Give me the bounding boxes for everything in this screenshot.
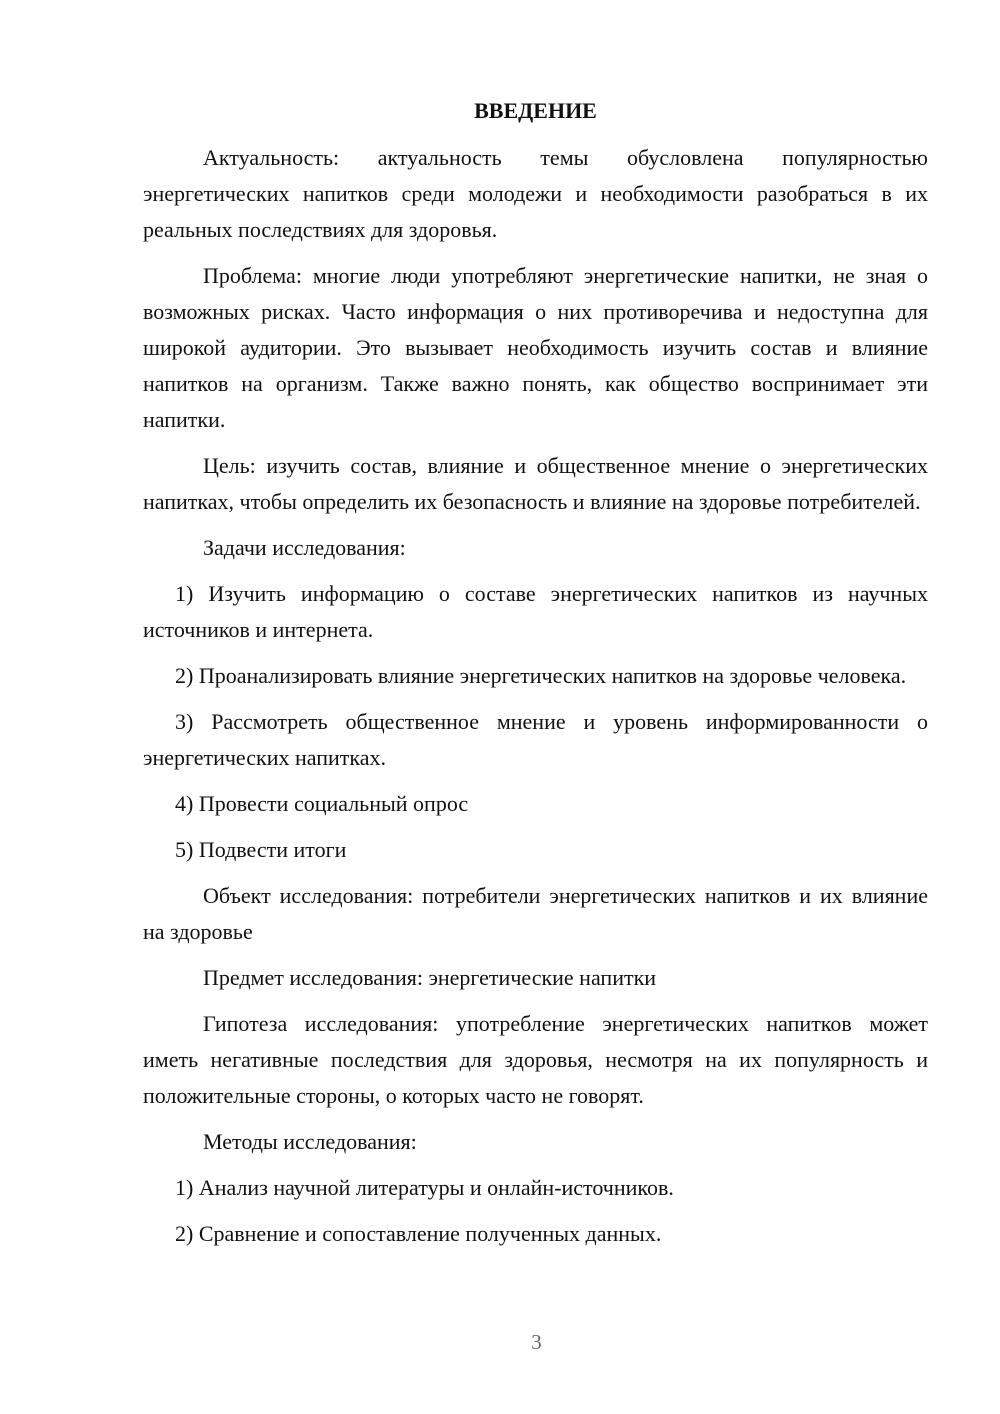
section-title: ВВЕДЕНИЕ — [474, 98, 597, 123]
task-item-3: 3) Рассмотреть общественное мнение и уровень информированности о энергетических напитках. — [143, 709, 928, 770]
hypothesis-paragraph: Гипотеза исследования: употребление энергетических напитков может иметь негативные последствия для здоровья, несмотря на их популярность и положительные стороны, о которых часто не говорят. — [143, 1011, 928, 1108]
research-object-paragraph: Объект исследования: потребители энергетических напитков и их влияние на здоровье — [143, 883, 928, 944]
tasks-heading: Задачи исследования: — [203, 535, 406, 560]
relevance-paragraph: Актуальность: актуальность темы обусловлена популярностью энергетических напитков среди молодежи и необходимости разобраться в их реальных последствиях для здоровья. — [143, 145, 928, 242]
goal-paragraph: Цель: изучить состав, влияние и общественное мнение о энергетических напитках, чтобы определить их безопасность и влияние на здоровье потребителей. — [143, 453, 928, 514]
task-item-2: 2) Проанализировать влияние энергетических напитков на здоровье человека. — [175, 663, 907, 688]
method-item-1: 1) Анализ научной литературы и онлайн-источников. — [175, 1175, 674, 1200]
method-item-2: 2) Сравнение и сопоставление полученных данных. — [175, 1221, 662, 1246]
document-page — [143, 96, 928, 1262]
task-item-5: 5) Подвести итоги — [175, 837, 347, 862]
task-item-1: 1) Изучить информацию о составе энергетических напитков из научных источников и интернета. — [143, 581, 928, 642]
research-subject-paragraph: Предмет исследования: энергетические напитки — [203, 965, 657, 990]
methods-heading: Методы исследования: — [203, 1129, 417, 1154]
problem-paragraph: Проблема: многие люди употребляют энергетические напитки, не зная о возможных рисках. Часто информация о них противоречива и недоступна для широкой аудитории. Это вызывает необходимость изучить состав и влияние напитков на организм. Также важно понять, как общество воспринимает эти напитки. — [143, 263, 928, 432]
task-item-4: 4) Провести социальный опрос — [175, 791, 469, 816]
page-number: 3 — [531, 1330, 542, 1354]
